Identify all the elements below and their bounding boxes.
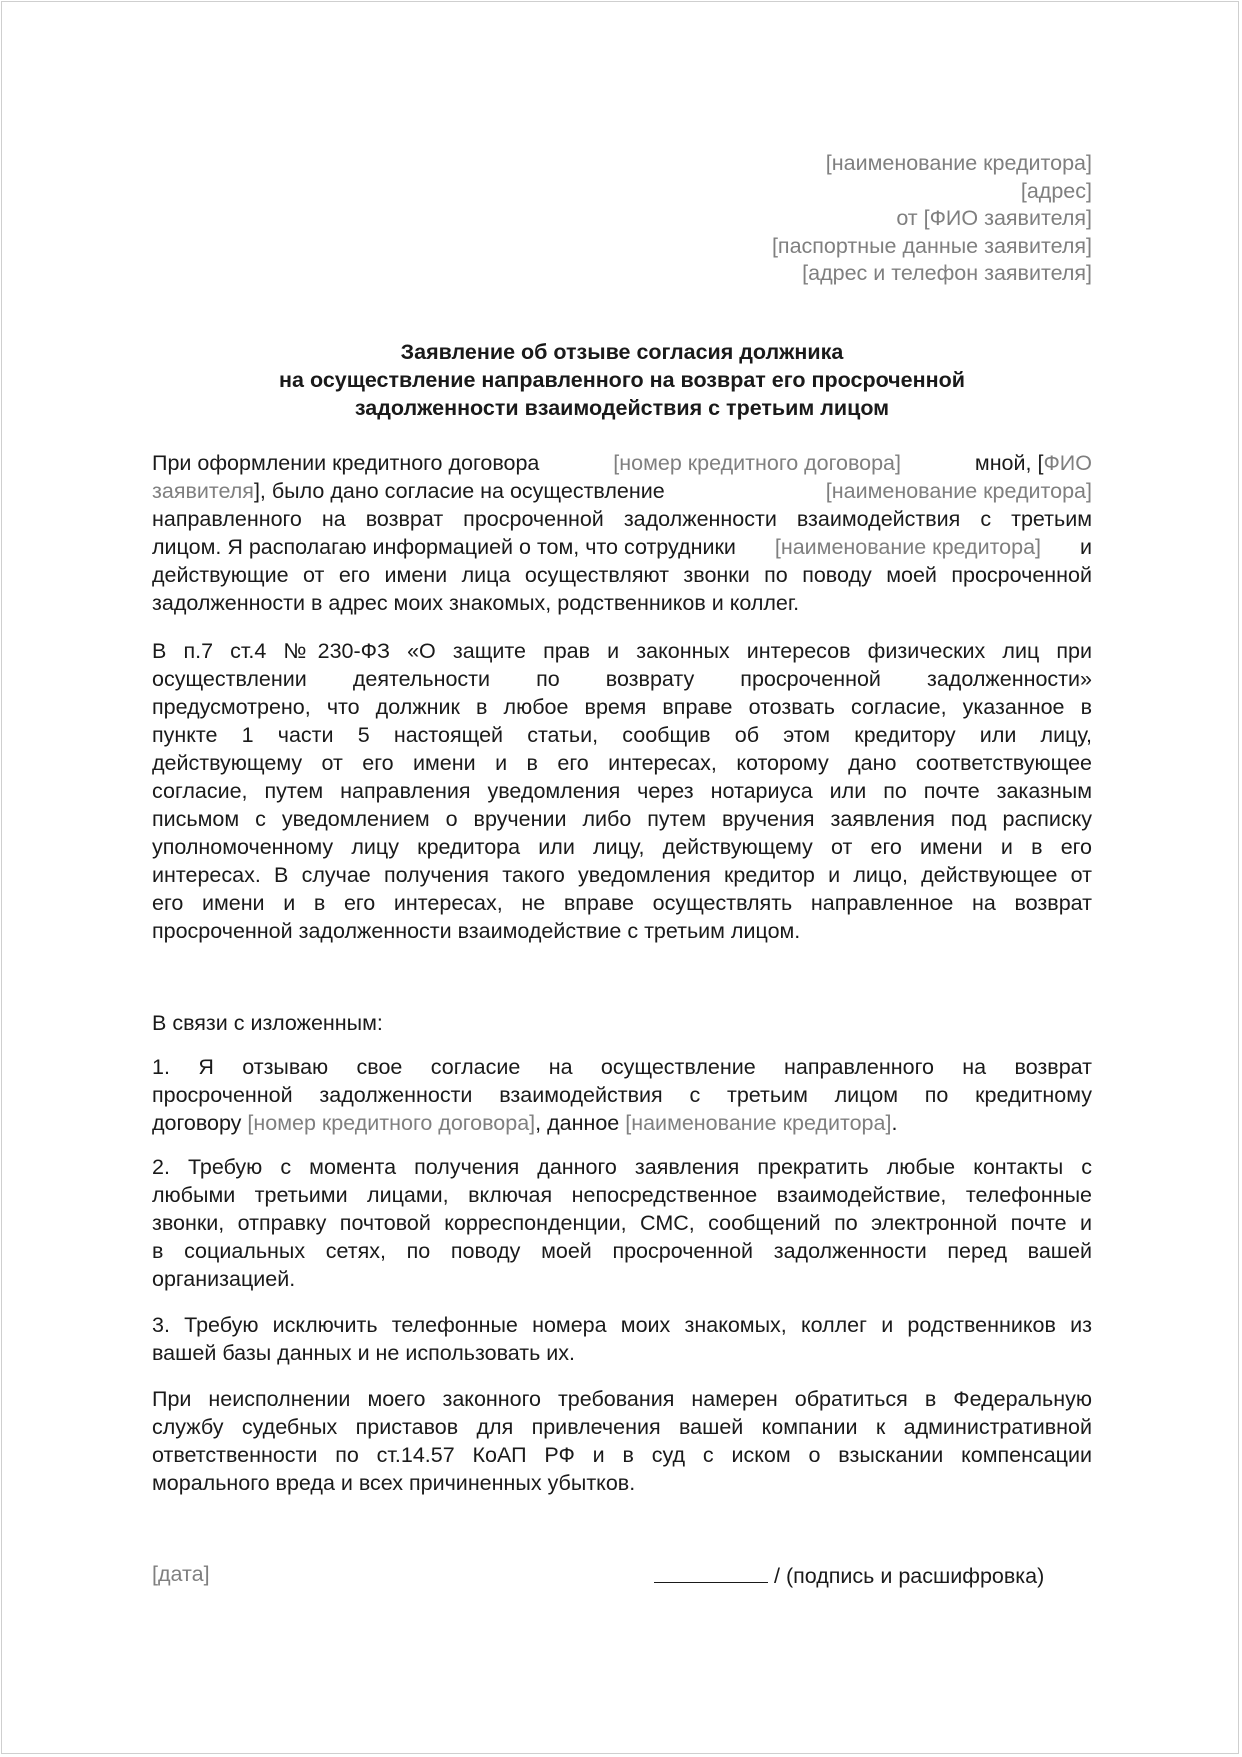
text-line: 2. Требую с момента получения данного заявления прекратить любые контакты с xyxy=(152,1155,1092,1179)
title-line: задолженности взаимодействия с третьим лицом xyxy=(354,396,890,420)
text-segment: . xyxy=(891,1111,898,1135)
text-line: ответственности по ст.14.57 КоАП РФ и в суд с иском о взыскании компенсации xyxy=(152,1443,1092,1467)
text-line: просроченной задолженности взаимодействия с третьим лицом по кредитному xyxy=(152,1083,1092,1107)
text-line: вашей базы данных и не использовать их. xyxy=(152,1341,575,1365)
text-line: организацией. xyxy=(152,1267,296,1291)
text-segment: ], было дано согласие на осуществление xyxy=(253,479,665,503)
placeholder-applicant-name: заявителя xyxy=(152,479,254,503)
signature-block xyxy=(654,1560,1044,1590)
text-line: звонки, отправку почтовой корреспонденции, СМС, сообщений по электронной почте и xyxy=(152,1211,1092,1235)
creditor-address: [адрес] xyxy=(1020,178,1092,203)
text-line: любыми третьими лицами, включая непосредственное взаимодействие, телефонные xyxy=(152,1183,1092,1207)
text-line: в социальных сетях, по поводу моей просроченной задолженности перед вашей xyxy=(152,1239,1092,1263)
list-item-3 xyxy=(152,1311,1092,1367)
text-line: При неисполнении моего законного требования намерен обратиться в Федеральную xyxy=(152,1387,1092,1411)
document-page xyxy=(1,1,1239,1754)
title-line: Заявление об отзыве согласия должника xyxy=(400,340,844,364)
list-item-1 xyxy=(152,1053,1092,1137)
text-line: действующему от его имени и в его интересах, которому дано соответствующее xyxy=(152,751,1092,775)
date-placeholder: [дата] xyxy=(152,1562,210,1586)
applicant-contact: [адрес и телефон заявителя] xyxy=(802,261,1092,286)
text-line xyxy=(152,477,1092,505)
signature-caption: / (подпись и расшифровка) xyxy=(774,1564,1045,1588)
creditor-name: [наименование кредитора] xyxy=(825,151,1092,175)
title-line: на осуществление направленного на возврат его просроченной xyxy=(279,368,965,392)
paragraph-3 xyxy=(152,1009,1092,1037)
text-segment: и xyxy=(1079,535,1092,559)
text-line: предусмотрено, что должник в любое время вправе отозвать согласие, указанное в xyxy=(152,695,1092,719)
text-line xyxy=(152,449,1092,477)
text-line: уполномоченному лицу кредитора или лицу, действующему от его имени и в его xyxy=(152,835,1092,859)
text-line: согласие, путем направления уведомления через нотариуса или по почте заказным xyxy=(152,779,1092,803)
text-line: В связи с изложенным: xyxy=(152,1011,383,1035)
text-line xyxy=(152,533,1092,561)
text-line: направленного на возврат просроченной задолженности взаимодействия с третьим xyxy=(152,507,1092,531)
recipient-block xyxy=(152,150,1092,288)
text-line xyxy=(152,1109,1092,1137)
paragraph-1 xyxy=(152,449,1092,617)
text-line: В п.7 ст.4 №230-ФЗ «О защите прав и законных интересов физических лиц при xyxy=(152,639,1092,663)
placeholder-applicant-name: ФИО xyxy=(1043,451,1092,475)
text-line: письмом с уведомлением о вручении либо путем вручения заявления под расписку xyxy=(152,807,1092,831)
signature-line xyxy=(654,1560,768,1583)
text-line: 3. Требую исключить телефонные номера моих знакомых, коллег и родственников из xyxy=(152,1313,1092,1337)
placeholder-creditor-name: [наименование кредитора] xyxy=(825,479,1092,503)
text-segment: мной, [ xyxy=(974,451,1044,475)
text-line: задолженности в адрес моих знакомых, родственников и коллег. xyxy=(152,591,800,615)
applicant-passport: [паспортные данные заявителя] xyxy=(771,233,1092,258)
text-line: осуществлении деятельности по возврату просроченной задолженности» xyxy=(152,667,1092,691)
text-line: 1. Я отзываю свое согласие на осуществление направленного на возврат xyxy=(152,1055,1092,1079)
paragraph-2 xyxy=(152,637,1092,945)
document-title xyxy=(152,338,1092,422)
text-line: интересах. В случае получения такого уведомления кредитор и лицо, действующее от xyxy=(152,863,1092,887)
text-line: просроченной задолженности взаимодействие с третьим лицом. xyxy=(152,919,801,943)
applicant-name: от [ФИО заявителя] xyxy=(896,206,1092,231)
text-segment: При оформлении кредитного договора xyxy=(152,451,540,475)
list-item-2 xyxy=(152,1153,1092,1293)
text-segment: договору xyxy=(152,1111,242,1135)
placeholder-contract-number: [номер кредитного договора] xyxy=(247,1111,536,1135)
placeholder-creditor-name: [наименование кредитора] xyxy=(625,1111,892,1135)
text-line: службу судебных приставов для привлечения вашей компании к административной xyxy=(152,1415,1092,1439)
text-line: его имени и в его интересах, не вправе осуществлять направленное на возврат xyxy=(152,891,1092,915)
text-segment: , данное xyxy=(535,1111,620,1135)
text-line: пункте 1 части 5 настоящей статьи, сообщив об этом кредитору или лицу, xyxy=(152,723,1092,747)
placeholder-creditor-name: [наименование кредитора] xyxy=(774,535,1042,559)
text-line: действующие от его имени лица осуществляют звонки по поводу моей просроченной xyxy=(152,563,1092,587)
placeholder-contract-number: [номер кредитного договора] xyxy=(613,451,901,475)
text-segment: лицом. Я располагаю информацией о том, что сотрудники xyxy=(152,535,736,559)
text-line: морального вреда и всех причиненных убытков. xyxy=(152,1471,636,1495)
closing-paragraph xyxy=(152,1385,1092,1497)
